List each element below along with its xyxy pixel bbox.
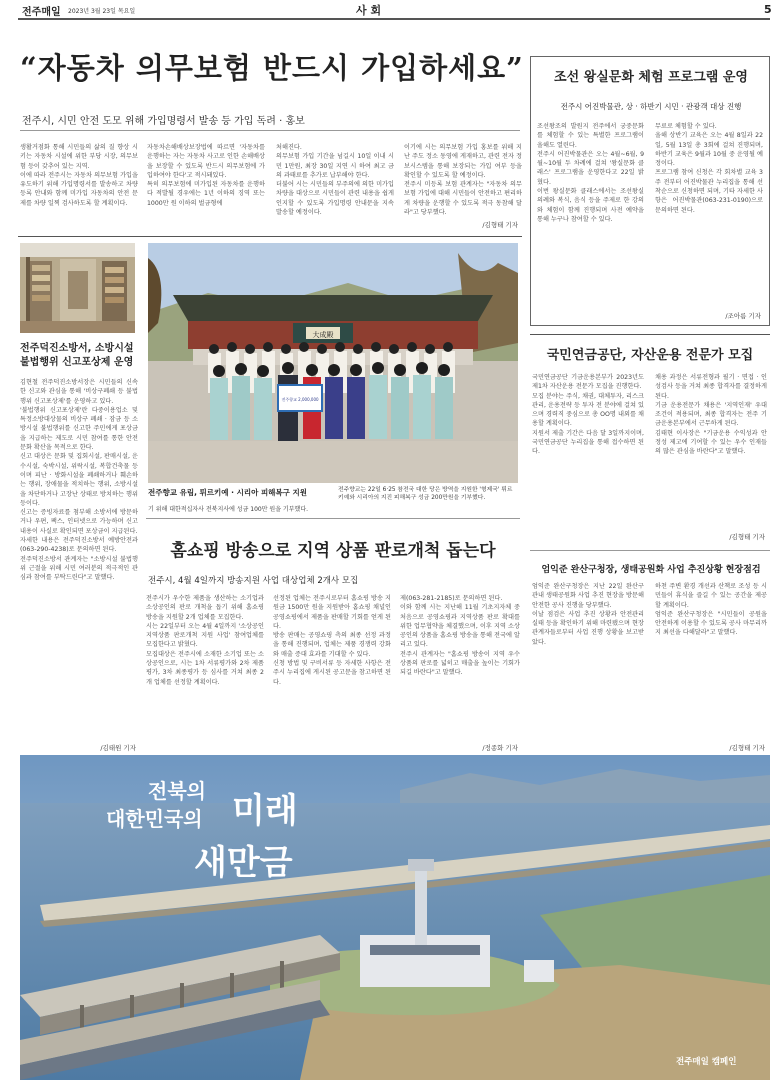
right-bottom-col-2: 하천 주변 환경 개선과 산책로 조성 등 시민들이 휴식을 즐길 수 있는 공간을 제공할 계획이다. 엄익준 완산구청장은 "시민들이 공원을 안전하게 이용할 수 있도록 공사 마무리까지 최선을 다해달라"고 말했다.	[655, 583, 767, 637]
lead-headline: “자동차 의무보험 반드시 가입하세요”	[20, 51, 524, 85]
right-top-byline: /조아름 기자	[725, 312, 761, 320]
ad-line-1: 전북의	[148, 779, 206, 803]
middle-col-1: 전주시가 우수한 제품을 생산하는 소기업과 소상공인의 판로 개척을 돕기 위해 홈쇼핑 방송을 지원할 2개 업체를 모집한다. 시는 22일부터 오는 4월 4일까지 '소상공인 지역상품 판로개척 지원 사업' 참여업체를 모집한다고 밝혔다. 모집대상은 전주시에 소재한 소기업 또는 소상공인으로, 시는 1차 서류평가와 2차 제품평가, 3차 최종평가 등 심사를 거쳐 최종 2개 업체를 선정할 계획이다.	[146, 595, 264, 686]
lead-col-3: 처해진다. 의무보험 가입 기간을 넘길시 10일 이내 시민 1만원, 최장 30일 지연 시 하여 최고 금의 과태료를 추가로 납부해야 한다. 더불어 시는 시민들의 부주의에 의한 미가입 차량을 대상으로 시민들이 관련 내용을 쉽게 인지할 수 있도록 가입명령 안내문을 지속 발송할 예정이다.	[276, 144, 394, 217]
header-rule	[18, 18, 770, 20]
right-top-headline: 조선 왕실문화 체험 프로그램 운영	[554, 70, 748, 85]
saemangeum-ad	[20, 755, 770, 1080]
masthead-logo: 전주매일	[22, 7, 61, 18]
lead-col-4: 이기에 시는 의무보험 가입 홍보를 위해 지난 주도 정소 동영에 게재하고, 관련 전자 정보시스템을 통해 보장되는 가입 여부 등을 확인할 수 있도록 할 예정이다. 전주시 미등록 보험 관계자는 "자동차 의무보험 가입에 대해 시민들이 안전하고 편리하게 차량을 운행할 수 있도록 적극 동참해 달라"고 당부했다.	[404, 144, 522, 217]
middle-top-rule	[146, 518, 520, 519]
lead-divider	[20, 130, 520, 131]
right-mid-headline: 국민연금공단, 자산운용 전문가 모집	[546, 348, 754, 363]
right-bottom-rule	[530, 550, 770, 551]
left-headline: 전주덕진소방서, 소방시설 불법행위 신고포상제 운영	[20, 343, 134, 368]
middle-headline: 홈쇼핑 방송으로 지역 상품 판로개척 돕는다	[170, 541, 496, 561]
right-bottom-col-1: 엄익준 완산구청장은 지난 22일 완산구 관내 생태공원화 사업 추진 현장을 방문해 안전한 공사 진행을 당부했다. 이날 점검은 사업 추진 상황과 안전관리 실태 등을 확인하기 위해 마련됐으며 현장 관계자들로부터 사업 진행 상황을 보고받았다.	[532, 583, 644, 646]
right-bottom-byline: /김형태 기자	[729, 744, 765, 752]
main-photo-caption-text: 전주향교는 22일 6·25 참전국 대한 당은 방역을 지원한 '형제국' 튀르키예와 시리아의 지진 피해복구 성금 200만원을 기부했다.	[338, 487, 513, 501]
right-top-col-1: 조선왕조의 발원지 전주에서 궁중문화를 체험할 수 있는 특별한 프로그램이 올해도 열린다. 전주시 어진박물관은 오는 4월~6월, 9월~10월 두 차례에 걸쳐 '왕실문화 클래스' 프로그램을 운영한다고 22일 밝혔다. 이번 왕실문화 클래스에서는 조선왕실 의례와 복식, 음식 등을 주제로 한 강의와 체험이 함께 진행되며 사전 예약을 통해 누구나 참여할 수 있다.	[537, 123, 644, 223]
issue-date: 2023년 3월 23일 목요일	[68, 8, 136, 15]
main-photo-caption-line2: 기 위해 대한적십자사 전북지사에 성금 100만 원을 기부했다.	[148, 506, 309, 513]
lead-subhead: 전주시, 시민 안전 도모 위해 가입명령서 발송 등 가입 독려 · 홍보	[22, 116, 305, 127]
lead-col-1: 생활거점화 통해 시민들의 삶의 질 향상 시키는 자동차 시설에 위한 부당 시장, 의무보험 등이 갖추어 있는 지역. 이에 따라 전주시는 자동차 의무보험 가입을 유도하기 위해 가입명령서를 발송하고 차량 등록 안내와 함께 미가입 자동차의 안전 문제를 차량 일찍 검사하도록 할 계획이다.	[20, 144, 138, 207]
ad-word-2: 새만금	[194, 843, 293, 883]
right-mid-col-2: 채용 과정은 서류전형과 필기 · 면접 · 인성검사 등을 거쳐 최종 합격자를 결정하게 된다. 기금 운용전문가 채용은 '지역인재' 우대 조건이 적용되며, 최종 합격자는 전주 기금운용본부에서 근무하게 된다. 김태현 이사장은 "기금운용 수익성과 안정성 제고에 기여할 수 있는 우수 인재들의 많은 관심을 바란다"고 말했다.	[655, 374, 767, 456]
main-photo-caption-title: 전주향교 유림, 튀르키예 · 시리아 피해복구 지원	[148, 488, 308, 497]
ad-word-1: 미래	[232, 791, 298, 831]
lead-byline: /김형태 기자	[482, 221, 518, 229]
main-photo	[148, 243, 518, 483]
right-mid-rule	[530, 334, 770, 335]
middle-col-2: 선정된 업체는 전주시로부터 홈쇼핑 방송 지원금 1500만 원을 지원받아 홈쇼핑 채널인 공영쇼핑에서 제품을 판매할 기회를 얻게 된다. 방송 판매는 공영쇼핑 측의 최종 선정 과정을 통해 진행되며, 업체는 제품 경쟁력 강화와 매출 증대 효과를 기대할 수 있다. 신청 방법 및 구비서류 등 자세한 사항은 전주시 누리집에 게시된 공고문을 참고하면 된다.	[273, 595, 391, 686]
middle-col-3: 제(063-281-2185)로 문의하면 된다. 이와 함께 시는 지난해 11월 기초지자체 중 처음으로 공영쇼핑과 지역상품 판로 확대를 위한 업무협약을 체결했으며, 이후 지역 소상공인의 상품을 홈쇼핑 방송을 통해 전국에 알리고 있다. 전주시 관계자는 "홈쇼핑 방송이 지역 우수 상품의 판로를 넓히고 매출을 높이는 기회가 되길 바란다"고 말했다.	[400, 595, 520, 677]
right-top-col-2: 무료로 체험할 수 있다. 올해 상반기 교육은 오는 4월 8일과 22일, 5월 13일 총 3회에 걸쳐 진행되며, 하반기 교육은 9월과 10월 중 운영될 예정이다. 프로그램 참여 신청은 각 회차별 교육 3주 전부터 어진박물관 누리집을 통해 선착순으로 신청하면 되며, 기타 자세한 사항은 어진박물관(063-231-0190)으로 문의하면 된다.	[655, 123, 763, 214]
right-top-subhead: 전주시 어진박물관, 상 · 하반기 시민 · 관광객 대상 진행	[560, 102, 742, 111]
lead-bottom-rule	[18, 236, 522, 237]
ad-campaign-label: 전주매일 캠페인	[676, 1057, 737, 1067]
fire-station-photo	[20, 243, 135, 333]
middle-subhead: 전주시, 4월 4일까지 방송지원 사업 대상업체 2개사 모집	[148, 576, 359, 586]
section-title: 사 회	[356, 4, 382, 17]
right-mid-byline: /김형태 기자	[729, 533, 765, 541]
middle-byline: /정종화 기자	[482, 744, 518, 752]
page-number: 5	[764, 3, 772, 16]
left-body: 김현철 전주덕진소방서장은 시민들의 신속한 신고와 관심을 통해 '비상구폐쇄 등 불법행위 신고포상제'를 운영하고 있다. '불법행위 신고포상제'란 다중이용업소 및 특정소방대상물의 비상구 폐쇄 · 잠금 등 소방시설 불법행위를 신고한 주민에게 포상금을 지급하는 제도로 시민 참여를 통한 안전문화 확산을 목적으로 한다. 신고 대상은 문화 및 집회시설, 판매시설, 운수시설, 숙박시설, 위락시설, 복합건축물 등이며 피난 · 방화시설을 폐쇄하거나 훼손하는 행위, 장애물을 적치하는 행위, 소방시설을 차단하거나 고장난 상태로 방치하는 행위 등이다. 신고는 증빙자료를 첨부해 소방서에 방문하거나 우편, 팩스, 인터넷으로 가능하며 신고 내용이 사실로 확인되면 포상금이 지급된다. 자세한 내용은 전주덕진소방서 예방안전과(063-290-4238)로 문의하면 된다. 전주덕진소방서 관계자는 "소방시설 불법행위 근절을 위해 시민 여러분의 적극적인 관심과 참여를 부탁드린다"고 말했다.	[20, 379, 138, 582]
left-byline: /김태원 기자	[100, 744, 136, 752]
ad-line-2: 대한민국의	[106, 807, 203, 831]
lead-col-2: 자동차손해배상보장법에 따르면 '자동차를 운행하는 자는 자동차 사고로 인한 손해배상을 보장할 수 있도록 반드시 의무보험에 가입하여야 한다'고 적시돼있다. 특히 의무보험에 미가입된 자동차를 운행하다 적발될 경우에는 1년 이하의 징역 또는 1000만 원 이하의 벌금형에	[147, 144, 265, 207]
hall-sign-text: 大成殿	[312, 331, 334, 339]
right-bottom-headline: 엄익준 완산구청장, 생태공원화 사업 추진상황 현장점검	[541, 565, 761, 575]
right-mid-col-1: 국민연금공단 기금운용본부가 2023년도 제1차 자산운용 전문가 모집을 진행한다. 모집 분야는 주식, 채권, 대체투자, 리스크관리, 운용전략 등 투자 전 분야에 걸쳐 있으며 경력직 중심으로 총 OO명 내외를 채용할 계획이다. 지원서 제출 기간은 다음 달 3일까지이며, 국민연금공단 누리집을 통해 접수하면 된다.	[532, 374, 644, 456]
donation-check-text: 전주향교 2,000,000	[281, 397, 319, 402]
